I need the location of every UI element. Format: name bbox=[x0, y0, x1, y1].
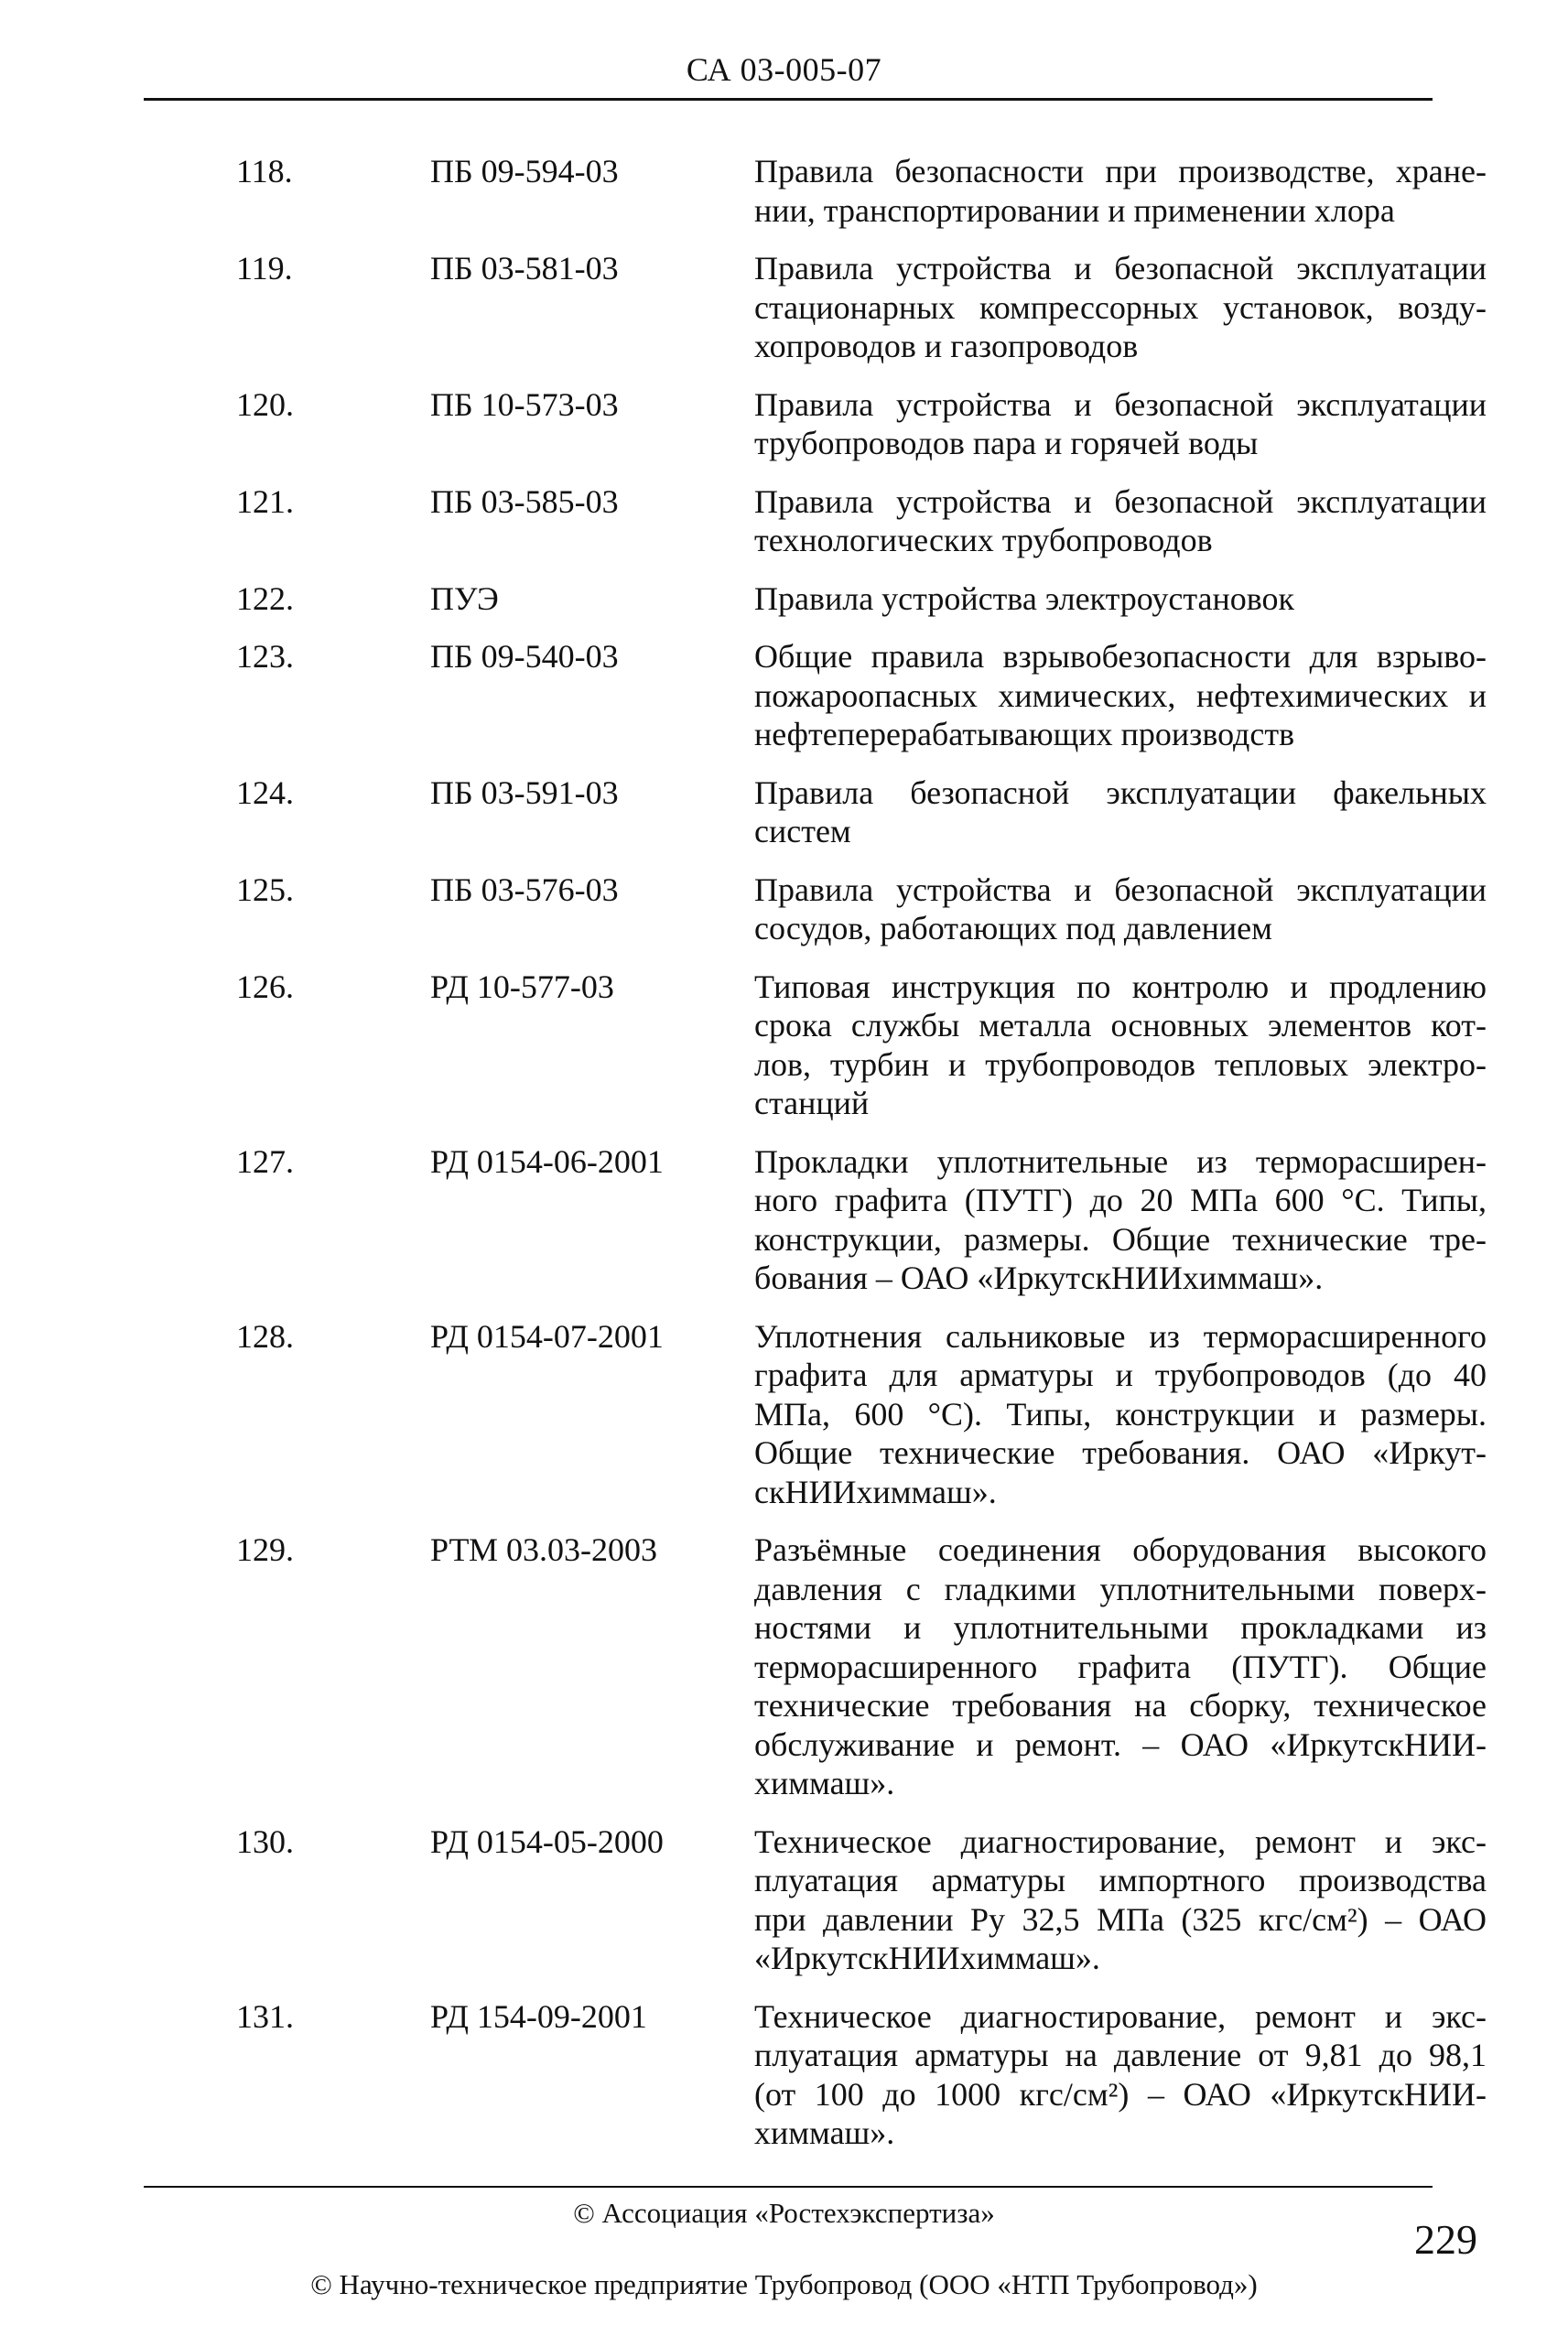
document-code: РД 10-577-03 bbox=[430, 968, 614, 1005]
title-line: бования – ОАО «ИркутскНИИхиммаш». bbox=[754, 1260, 1324, 1296]
title-line: нии, транспортировании и применении хлора bbox=[754, 191, 1395, 229]
item-number: 118. bbox=[236, 153, 293, 189]
document-title bbox=[754, 1997, 1487, 2153]
document-code: ПУЭ bbox=[430, 579, 499, 617]
document-code: ПБ 09-594-03 bbox=[430, 153, 619, 189]
title-line: Техническое диагностирование, ремонт и экс- bbox=[754, 1997, 1487, 2035]
title-line: Правила безопасной эксплуатации факельных bbox=[754, 773, 1487, 811]
document-title bbox=[754, 1142, 1487, 1298]
item-number: 128. bbox=[236, 1317, 294, 1355]
title-line: плуатация арматуры импортного производства bbox=[754, 1862, 1487, 1898]
title-line: МПа, 600 °С). Типы, конструкции и размеры. bbox=[754, 1395, 1487, 1433]
title-line: «ИркутскНИИхиммаш». bbox=[754, 1940, 1100, 1976]
title-line: Общие технические требования. ОАО «Иркут- bbox=[754, 1434, 1487, 1471]
title-line: (от 100 до 1000 кгс/см²) – ОАО «ИркутскНИИ- bbox=[754, 2075, 1487, 2113]
title-line: технологических трубопроводов bbox=[754, 522, 1213, 558]
document-title bbox=[754, 579, 1487, 619]
document-title bbox=[754, 773, 1487, 851]
title-line: Правила устройства и безопасной эксплуатации bbox=[754, 871, 1487, 908]
document-code: ПБ 03-585-03 bbox=[430, 482, 619, 520]
list-item bbox=[0, 482, 1568, 560]
list-item bbox=[0, 385, 1568, 463]
title-line: Правила устройства электроустановок bbox=[754, 579, 1295, 617]
document-code: ПБ 09-540-03 bbox=[430, 638, 619, 675]
title-line: плуатация арматуры на давление от 9,81 до 98,1 bbox=[754, 2037, 1487, 2073]
item-number: 119. bbox=[236, 250, 293, 287]
list-item bbox=[0, 637, 1568, 754]
title-line: Прокладки уплотнительные из терморасширен- bbox=[754, 1142, 1487, 1180]
title-line: терморасширенного графита (ПУТГ). Общие bbox=[754, 1648, 1487, 1685]
title-line: при давлении Pу 32,5 МПа (325 кгс/см²) – ОАО bbox=[754, 1900, 1487, 1938]
item-number: 122. bbox=[236, 579, 294, 617]
title-line: скНИИхиммаш». bbox=[754, 1473, 997, 1510]
title-line: ностями и уплотнительными прокладками из bbox=[754, 1609, 1487, 1646]
document-code: РД 154-09-2001 bbox=[430, 1997, 647, 2035]
item-number: 126. bbox=[236, 968, 294, 1005]
title-line: Правила безопасности при производстве, хране- bbox=[754, 153, 1487, 189]
list-item bbox=[0, 1317, 1568, 1512]
list-item bbox=[0, 871, 1568, 948]
document-title bbox=[754, 1530, 1487, 1803]
list-item bbox=[0, 1530, 1568, 1803]
list-item bbox=[0, 1997, 1568, 2153]
document-code: ПБ 03-581-03 bbox=[430, 250, 619, 287]
document-title bbox=[754, 637, 1487, 754]
title-line: давления с гладкими уплотнительными поверх- bbox=[754, 1570, 1487, 1607]
item-number: 125. bbox=[236, 871, 294, 908]
title-line: хопроводов и газопроводов bbox=[754, 328, 1139, 364]
list-item bbox=[0, 1142, 1568, 1298]
title-line: стационарных компрессорных установок, возду- bbox=[754, 288, 1487, 326]
document-code: ПБ 03-576-03 bbox=[430, 871, 619, 908]
title-line: лов, турбин и трубопроводов тепловых электро- bbox=[754, 1045, 1487, 1083]
title-line: пожароопасных химических, нефтехимических и bbox=[754, 676, 1487, 714]
document-title bbox=[754, 385, 1487, 463]
title-line: Правила устройства и безопасной эксплуатации bbox=[754, 482, 1487, 520]
list-item bbox=[0, 773, 1568, 851]
footer-copyright-association: © Ассоциация «Ростехэкспертиза» bbox=[573, 2197, 995, 2229]
document-title bbox=[754, 1317, 1487, 1512]
page-number: 229 bbox=[1414, 2216, 1477, 2263]
item-number: 130. bbox=[236, 1822, 294, 1860]
title-line: конструкции, размеры. Общие технические тре- bbox=[754, 1220, 1487, 1258]
title-line: Типовая инструкция по контролю и продлению bbox=[754, 968, 1487, 1005]
title-line: графита для арматуры и трубопроводов (до 40 bbox=[754, 1357, 1487, 1393]
document-code-header: СА 03-005-07 bbox=[686, 51, 882, 88]
title-line: Правила устройства и безопасной эксплуатации bbox=[754, 250, 1487, 287]
title-line: Правила устройства и безопасной эксплуатации bbox=[754, 385, 1487, 423]
header-divider bbox=[144, 98, 1433, 101]
document-code: РД 0154-05-2000 bbox=[430, 1822, 664, 1860]
title-line: ного графита (ПУТГ) до 20 МПа 600 °С. Типы, bbox=[754, 1182, 1487, 1218]
title-line: химмаш». bbox=[754, 2114, 895, 2151]
title-line: Техническое диагностирование, ремонт и экс- bbox=[754, 1822, 1487, 1860]
footer-copyright-enterprise: © Научно-техническое предприятие Трубопровод (ООО «НТП Трубопровод») bbox=[310, 2268, 1258, 2300]
list-item bbox=[0, 249, 1568, 366]
title-line: Разъёмные соединения оборудования высокого bbox=[754, 1531, 1487, 1568]
list-item bbox=[0, 968, 1568, 1123]
document-code: ПБ 10-573-03 bbox=[430, 385, 619, 423]
document-code: РД 0154-06-2001 bbox=[430, 1142, 664, 1180]
reference-list bbox=[0, 152, 1568, 2172]
footer-divider bbox=[144, 2186, 1433, 2188]
document-title bbox=[754, 482, 1487, 560]
document-title bbox=[754, 152, 1487, 230]
title-line: Уплотнения сальниковые из терморасширенного bbox=[754, 1317, 1487, 1355]
item-number: 121. bbox=[236, 482, 294, 520]
title-line: срока службы металла основных элементов кот- bbox=[754, 1007, 1487, 1044]
title-line: технические требования на сборку, техническое bbox=[754, 1687, 1487, 1724]
title-line: сосудов, работающих под давлением bbox=[754, 910, 1272, 946]
document-title bbox=[754, 968, 1487, 1123]
title-line: химмаш». bbox=[754, 1765, 895, 1801]
document-title bbox=[754, 1822, 1487, 1978]
title-line: нефтеперерабатывающих производств bbox=[754, 716, 1295, 752]
document-code: РТМ 03.03-2003 bbox=[430, 1531, 657, 1568]
title-line: станций bbox=[754, 1085, 870, 1121]
document-title bbox=[754, 249, 1487, 366]
item-number: 124. bbox=[236, 773, 294, 811]
item-number: 131. bbox=[236, 1997, 294, 2035]
document-title bbox=[754, 871, 1487, 948]
title-line: Общие правила взрывобезопасности для взрыво- bbox=[754, 638, 1487, 675]
list-item bbox=[0, 152, 1568, 230]
title-line: трубопроводов пара и горячей воды bbox=[754, 425, 1259, 461]
list-item bbox=[0, 579, 1568, 619]
title-line: систем bbox=[754, 813, 851, 849]
title-line: обслуживание и ремонт. – ОАО «ИркутскНИИ- bbox=[754, 1725, 1487, 1763]
item-number: 129. bbox=[236, 1531, 294, 1568]
item-number: 123. bbox=[236, 638, 294, 675]
document-code: РД 0154-07-2001 bbox=[430, 1317, 664, 1355]
list-item bbox=[0, 1822, 1568, 1978]
item-number: 127. bbox=[236, 1142, 294, 1180]
document-code: ПБ 03-591-03 bbox=[430, 773, 619, 811]
item-number: 120. bbox=[236, 385, 294, 423]
